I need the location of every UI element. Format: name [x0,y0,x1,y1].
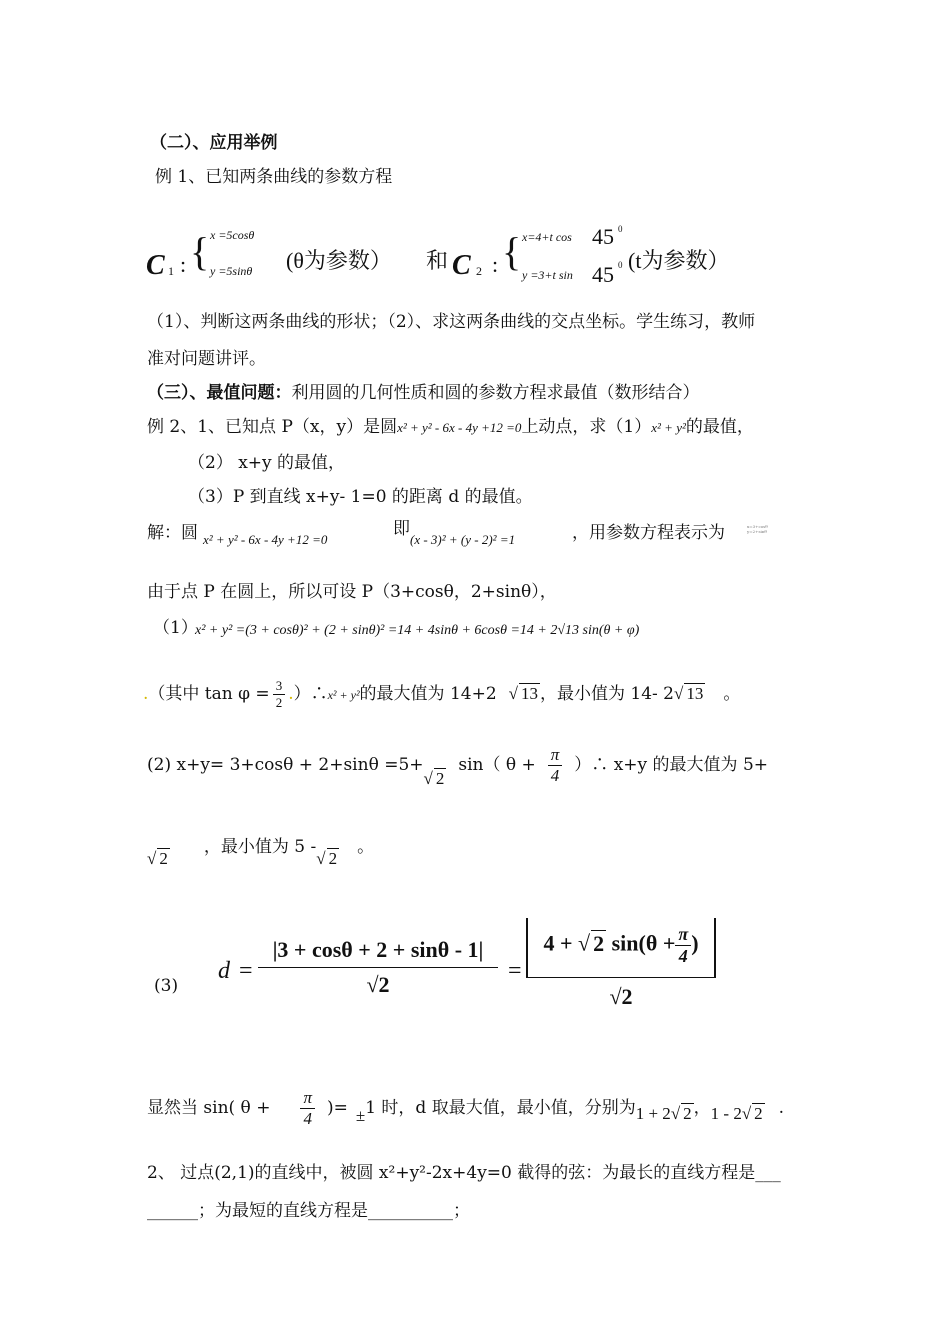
conclusion-max: 1 + 2 [635,1104,671,1123]
part1-note-a: （其中 tan φ = [148,684,270,704]
part1-note-b: ）∴ [293,684,328,704]
conclusion-pi-over-4: $\frac{\pi}{4}$ [300,1088,315,1129]
section3-title: （三）、最值问题： [147,383,292,403]
example2-q3: （3）P 到直线 x+y- 1=0 的距离 d 的最值。 [188,487,533,507]
c1-label: C [146,250,165,281]
example1-question-line2: 准对问题讲评。 [147,349,266,369]
example2-q2: （2） x+y 的最值， [188,453,346,473]
conclusion-end: . [778,1098,785,1118]
c2-eq-bottom: y =3+t sin [522,268,573,282]
part2-b: sin（ θ + [458,755,536,775]
part3-den2: √2 [609,984,633,1009]
part3-num1: |3 + cosθ + 2 + sinθ - 1| [258,937,498,968]
c2-subscript: 2 [476,264,482,278]
conclusion-a: 显然当 sin( θ + [147,1098,271,1118]
conclusion-pm: ± [355,1106,366,1125]
example1-question-line1: （1）、判断这两条曲线的形状；（2）、求这两条曲线的交点坐标。学生练习，教师 [147,312,756,332]
part2-c: ）∴ x+y 的最大值为 5+ [574,755,769,775]
part1-note-plus: +2 [471,684,497,704]
conclusion-c: 1 时，d 取最大值，最小值，分别为 [365,1098,636,1118]
c2-brace: { [502,229,522,274]
example2-intro-c: 的最值， [685,417,754,437]
part2-d: ，最小值为 5 - [203,837,317,857]
example2-intro-b: 上动点，求（1） [521,417,652,437]
section-title-application: （二）、应用举例 [150,133,278,153]
c2-param: (t为参数） [628,248,730,273]
part2-sqrt-min: 2 [328,849,338,868]
c2-deg-top: 0 [618,224,623,234]
example2-q1-expr: x² + y² [651,420,686,435]
c2-angle-top: 45 [592,224,614,249]
part1-fraction: $\frac{3}{2}$ [273,678,286,711]
part3-den1: √2 [366,972,390,997]
solution-eq1: x² + y² - 6x - 4y +12 =0 [203,532,328,547]
c1-eq-top: x =5cosθ [210,228,255,242]
part1-note-e: 。 [723,684,741,704]
part3-num2: 4 + √ 2 sin(θ + $\frac{\pi}{4}$ ) [526,918,716,978]
c1-brace: { [190,229,210,274]
part2-pi-over-4: $\frac{\pi}{4}$ [548,745,563,786]
problem2-line1: 2、 过点(2,1)的直线中，被圆 x²+y²-2x+4y=0 截得的弦：为最长的直线方程是___ [147,1163,781,1183]
part3-fraction2 [526,918,716,1010]
part2-a: (2) x+y= 3+cosθ + 2+sinθ =5+ [147,755,424,775]
solution-label: 解：圆 [147,523,198,543]
part1-note: .（其中 tan φ = $\frac{3}{2}$ .）∴x² + y²的最大值为 14+2 √ 13 ，最小值为 14- 2√ 13 。 [143,678,741,710]
part3-label: (3) [154,976,179,996]
part1-sqrt-max: 13 [521,684,538,703]
part1-note-expr: x² + y² [327,688,360,702]
part3-fraction1 [258,937,498,998]
part1-sqrt-min: 13 [686,684,704,703]
c1-param: (θ为参数） [286,248,392,273]
section3-subtitle: 利用圆的几何性质和圆的参数方程求最值（数形结合） [291,383,700,403]
c2-deg-bottom: 0 [618,260,623,270]
conclusion-line: 显然当 sin( θ + $\frac{\pi}{4}$ )= ±1 时，d 取最大值，最小值，分别为1 + 2√ 2 ，1 - 2√ 2 . [147,1088,785,1128]
part1-expression: x² + y² =(3 + cosθ)² + (2 + sinθ)² =14 + 4sinθ + 6cosθ =14 + 2√13 sin(θ + φ) [195,623,640,638]
section3-heading [147,378,700,403]
part2-line: (2) x+y= 3+cosθ + 2+sinθ =5+√ 2sin（ θ + $\frac{\pi}{4}$ ）∴ x+y 的最大值为 5+ [147,745,769,788]
solution-tiny-top: x=3+cosθ [747,524,768,529]
solution-eq2: (x - 3)² + (y - 2)² =1 [410,532,516,547]
solution-tiny-param [747,524,768,534]
solution-tail: ，用参数方程表示为 [572,523,725,543]
part3-d: d [218,958,230,984]
conclusion-min: 1 - 2 [710,1104,742,1123]
problem2-line2: ______；为最短的直线方程是__________； [147,1201,470,1221]
example2-intro [147,412,754,437]
example2-intro-a: 例 2、1、已知点 P（x，y）是圆 [147,417,398,437]
c1-subscript: 1 [168,264,174,278]
part2-line2: √ 2，最小值为 5 -√ 2。 [147,837,375,868]
part1-note-c: 的最大值为 14 [359,684,472,704]
solution-setp: 由于点 P 在圆上，所以可设 P（3+cosθ，2+sinθ）， [147,582,557,602]
c2-label: C [452,250,471,281]
conclusion-comma: ， [693,1098,711,1118]
c2-angle-bottom: 45 [592,262,614,287]
part2-e: 。 [357,837,375,857]
and-word: 和 [426,248,449,273]
solution-ji: 即 [393,519,410,539]
c2-eq-top: x=4+t cos [522,230,572,244]
part1-label: （1） [153,618,198,638]
c1-eq-bottom: y =5sinθ [210,264,253,278]
solution-tiny-bottom: y=2+sinθ [747,529,767,534]
conclusion-b: )= [326,1098,348,1118]
example1-intro: 例 1、已知两条曲线的参数方程 [155,167,393,187]
example2-circle-eq: x² + y² - 6x - 4y +12 =0 [397,420,522,435]
example1-equations: C 1 : { x =5cosθ y =5sinθ (θ为参数） 和 C 2 : { x=4+t cos 45 0 y =3+t sin 45 0 (t为参数） [146,224,730,287]
part2-sqrt: 2 [435,769,445,788]
part1-note-d: ，最小值为 14- 2 [540,684,674,704]
part2-sqrt-max: 2 [159,849,168,868]
